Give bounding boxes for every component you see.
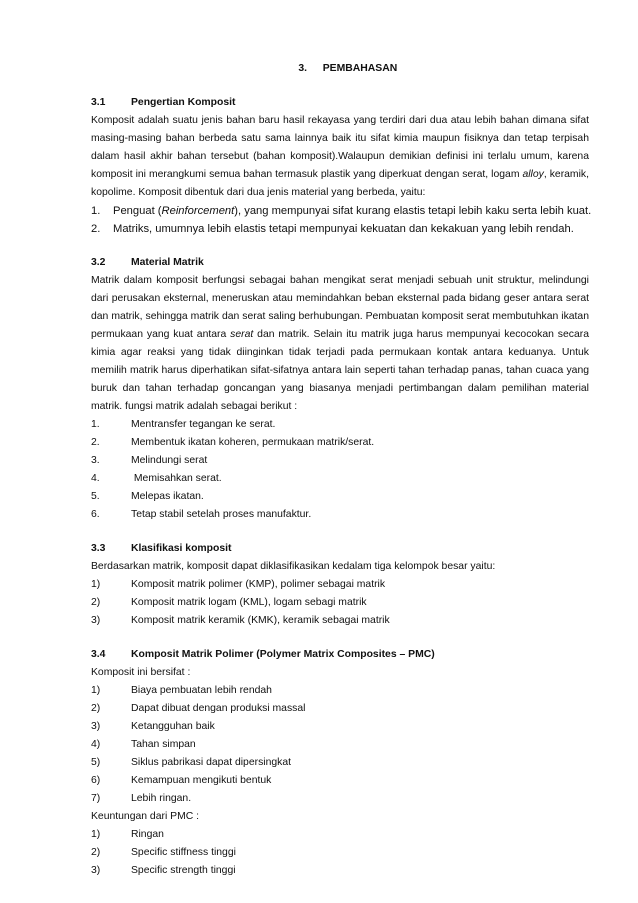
list-text: Tetap stabil setelah proses manufaktur. — [131, 509, 312, 520]
section-title: Klasifikasi komposit — [131, 543, 232, 554]
section-intro: Komposit ini bersifat : — [91, 667, 191, 678]
list-text: Biaya pembuatan lebih rendah — [131, 685, 272, 696]
paragraph-material-matrik — [91, 272, 589, 416]
list-number: 3. — [91, 455, 100, 466]
list-text: Membentuk ikatan koheren, permukaan matrik/serat. — [131, 437, 375, 448]
paragraph-text: Matrik dalam komposit berfungsi sebagai bahan mengikat serat menjadi sebuah unit struktur, melindungi dari perusakan eksternal, meneruskan atau memindahkan beban eksternal pada bidang geser antara serat dan matrik, sehingga matrik dan serat saling berhubungan. Pembuatan komposit serat membutuhkan ikatan permukaan yang kuat antara — [91, 275, 589, 340]
list-item — [91, 202, 592, 220]
list-number: 2. — [91, 223, 101, 235]
list-text: Siklus pabrikasi dapat dipersingkat — [131, 757, 291, 768]
section-heading-3-4 — [91, 646, 589, 664]
list-text: Penguat ( — [113, 205, 162, 217]
list-number: 1) — [91, 685, 101, 696]
list-number: 4. — [91, 473, 100, 484]
section-title: Komposit Matrik Polimer (Polymer Matrix Composites – PMC) — [131, 649, 435, 660]
list-number: 2. — [91, 437, 100, 448]
list-item — [91, 416, 589, 434]
list-item — [91, 434, 589, 452]
list-text: Ringan — [131, 829, 164, 840]
list-item — [91, 844, 589, 862]
list-text: Matriks, umumnya lebih elastis tetapi mempunyai kekuatan dan kekakuan yang lebih rendah. — [113, 223, 574, 235]
list-number: 1) — [91, 829, 101, 840]
list-item — [91, 452, 589, 470]
list-number: 2) — [91, 597, 101, 608]
list-text: Tahan simpan — [131, 739, 196, 750]
list-item — [91, 682, 589, 700]
chapter-title: PEMBAHASAN — [322, 63, 398, 74]
list-item — [91, 576, 589, 594]
list-text: Ketangguhan baik — [131, 721, 215, 732]
paragraph-text: , keramik, kopolime. Komposit dibentuk dari dua jenis material yang berbeda, yaitu: — [91, 169, 589, 198]
section-heading-3-3 — [91, 540, 589, 558]
list-item — [91, 506, 589, 524]
document-body — [91, 60, 592, 880]
list-number: 7) — [91, 793, 101, 804]
emphasis-text: alloy — [522, 169, 544, 180]
list-item — [91, 772, 589, 790]
list-item — [91, 220, 589, 238]
list-text: Melindungi serat — [131, 455, 208, 466]
list-text: Komposit matrik keramik (KMK), keramik sebagai matrik — [131, 615, 390, 626]
list-item — [91, 826, 589, 844]
section-number: 3.2 — [91, 257, 106, 268]
list-number: 2) — [91, 703, 101, 714]
list-text: Melepas ikatan. — [131, 491, 204, 502]
list-item — [91, 790, 589, 808]
section-heading-3-2 — [91, 254, 589, 272]
list-number: 1. — [91, 205, 101, 217]
section-number: 3.3 — [91, 543, 106, 554]
list-number: 5. — [91, 491, 100, 502]
section-number: 3.1 — [91, 97, 106, 108]
list-number: 1) — [91, 579, 101, 590]
section-number: 3.4 — [91, 649, 106, 660]
list-number: 1. — [91, 419, 100, 430]
list-item — [91, 862, 589, 880]
list-item — [91, 754, 589, 772]
section-title: Pengertian Komposit — [131, 97, 236, 108]
list-item — [91, 736, 589, 754]
list-item — [91, 594, 589, 612]
list-text: ), yang mempunyai sifat kurang elastis tetapi lebih kaku serta lebih kuat. — [234, 205, 592, 217]
list-item — [91, 612, 589, 630]
emphasis-text: Reinforcement — [161, 205, 235, 217]
section-intro: Berdasarkan matrik, komposit dapat diklasifikasikan kedalam tiga kelompok besar yaitu: — [91, 561, 496, 572]
list-item — [91, 470, 589, 488]
list-number: 3) — [91, 721, 101, 732]
list-number: 3) — [91, 865, 101, 876]
list-text: Specific strength tinggi — [131, 865, 236, 876]
chapter-number: 3. — [298, 63, 308, 74]
list-item — [91, 700, 589, 718]
section-heading-3-1 — [91, 94, 589, 112]
list-text: Lebih ringan. — [131, 793, 192, 804]
list-number: 4) — [91, 739, 101, 750]
paragraph-text: Komposit adalah suatu jenis bahan baru hasil rekayasa yang terdiri dari dua atau lebih bahan dimana sifat masing-masing bahan berbeda satu sama lainnya baik itu sifat kimia maupun fisiknya dan tetap terpisah dalam hasil akhir bahan tersebut (bahan komposit).Walaupun demikian definisi ini terlalu umum, karena komposit ini merangkumi semua bahan termasuk plastik yang diperkuat dengan serat, logam — [91, 115, 589, 180]
list-number: 6) — [91, 775, 101, 786]
list-number: 2) — [91, 847, 101, 858]
chapter-heading — [91, 60, 589, 78]
list-text: Memisahkan serat. — [131, 473, 222, 484]
list-item — [91, 718, 589, 736]
list-text: Dapat dibuat dengan produksi massal — [131, 703, 306, 714]
list-text: Kemampuan mengikuti bentuk — [131, 775, 272, 786]
list-text: Komposit matrik logam (KML), logam sebagi matrik — [131, 597, 367, 608]
emphasis-text: serat — [230, 329, 254, 340]
list-number: 3) — [91, 615, 101, 626]
list-text: Mentransfer tegangan ke serat. — [131, 419, 276, 430]
list-text: Komposit matrik polimer (KMP), polimer sebagai matrik — [131, 579, 386, 590]
list-text: Specific stiffness tinggi — [131, 847, 236, 858]
list-item — [91, 488, 589, 506]
paragraph-pengertian — [91, 112, 589, 202]
list-number: 6. — [91, 509, 100, 520]
list-number: 5) — [91, 757, 101, 768]
section-title: Material Matrik — [131, 257, 204, 268]
paragraph-text: dan matrik. Selain itu matrik juga harus mempunyai kecocokan secara kimia agar reaksi yang tidak diinginkan tidak terjadi pada permukaan kontak antara keduanya. Untuk memilih matrik harus diperhatikan sifat-sifatnya antara lain seperti tahan terhadap panas, tahan cuaca yang buruk dan tahan terhadap goncangan yang biasanya menjadi pertimbangan dalam pemilihan material matrik. fungsi matrik adalah sebagai berikut : — [91, 329, 589, 412]
section-subintro: Keuntungan dari PMC : — [91, 811, 200, 822]
